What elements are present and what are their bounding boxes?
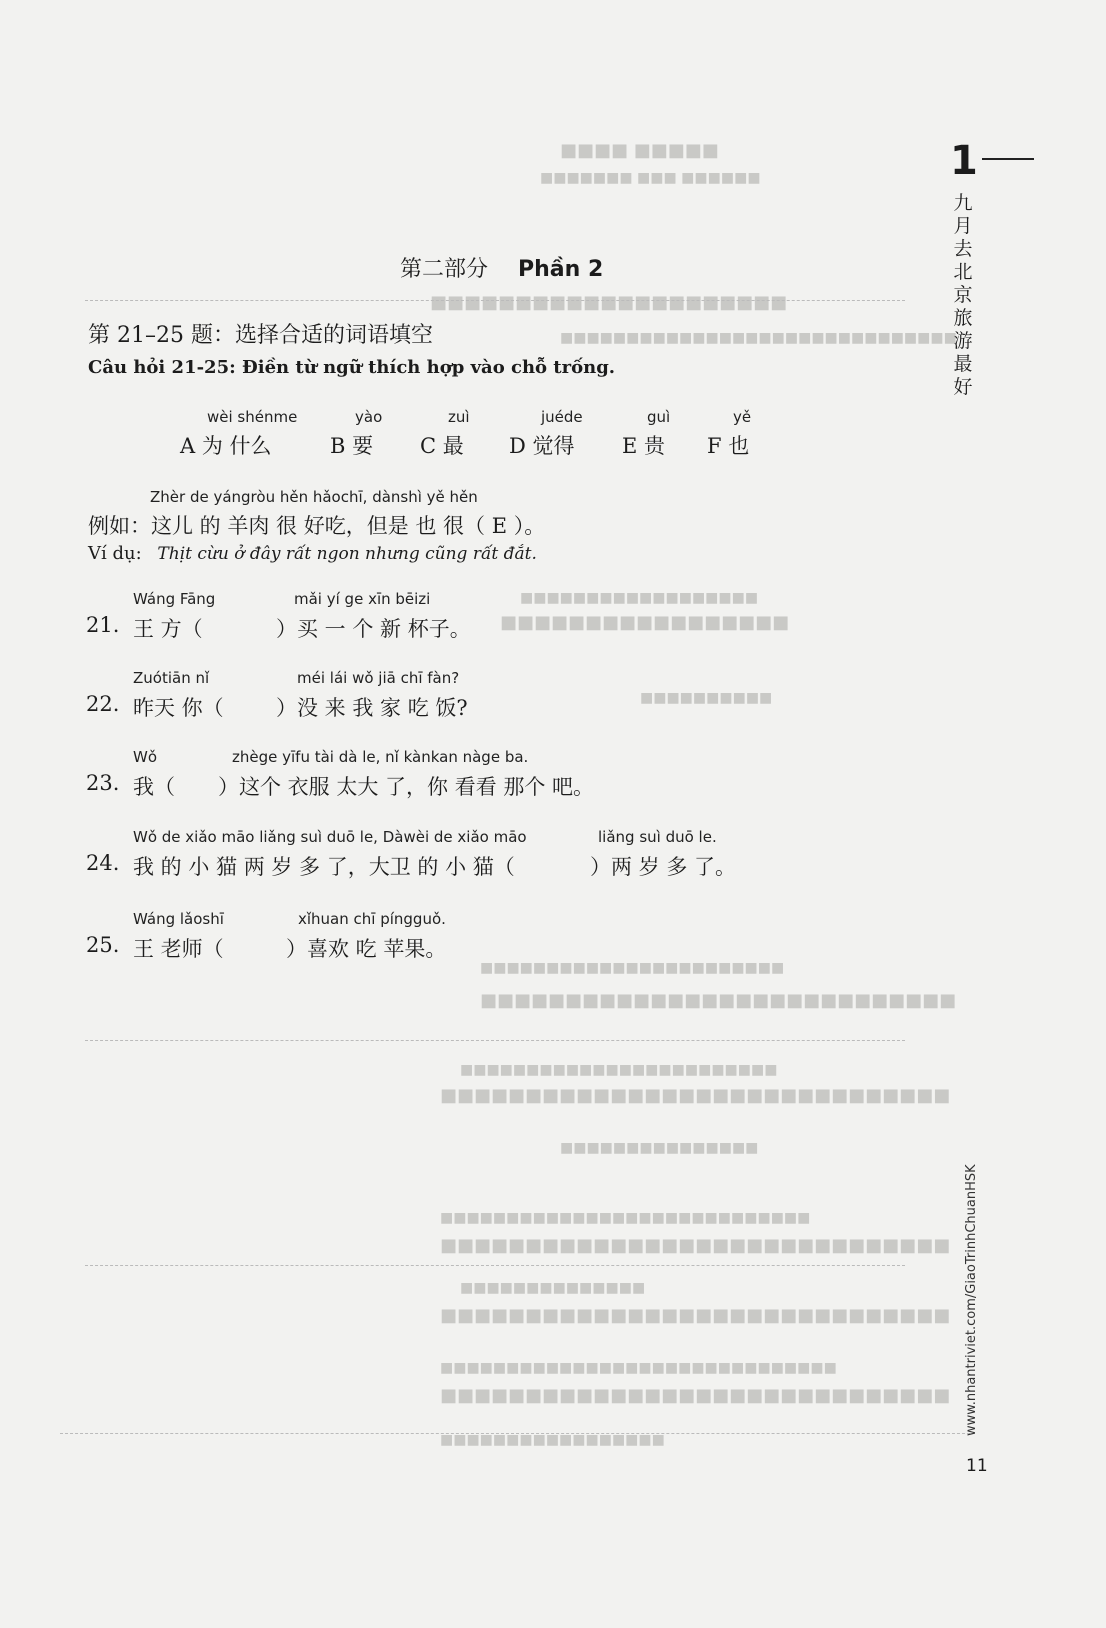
- option-b: [330, 430, 373, 460]
- section-title-vn: Phần 2: [518, 257, 604, 282]
- example-translation: Thịt cừu ở đây rất ngon nhưng cũng rất đắt.: [157, 544, 537, 564]
- option-pinyin: juéde: [541, 408, 583, 426]
- chapter-title-char: 旅: [953, 307, 973, 329]
- option-letter: D: [509, 434, 526, 458]
- example-line: [88, 510, 545, 540]
- question-pinyin: xǐhuan chī píngguǒ.: [298, 910, 446, 928]
- option-word: 也: [728, 434, 750, 458]
- option-word: 觉得: [532, 434, 575, 458]
- question-pinyin: Wáng lǎoshī: [133, 910, 224, 928]
- question-pinyin: Wáng Fāng: [133, 590, 216, 608]
- option-letter: C: [420, 434, 437, 458]
- chapter-title-char: 最: [953, 353, 973, 375]
- chapter-title-char: 去: [953, 238, 973, 260]
- chapter-title-vertical: [952, 192, 974, 399]
- option-word: 最: [442, 434, 464, 458]
- chapter-title-char: 京: [953, 284, 973, 306]
- question-pinyin: Wǒ: [133, 748, 158, 766]
- page-number: 11: [966, 1456, 988, 1476]
- question-number: 22.: [86, 692, 120, 716]
- example-label-cn: 例如：: [88, 514, 151, 538]
- question-number: 21.: [86, 613, 120, 637]
- option-a: [180, 430, 272, 460]
- option-c: [420, 430, 464, 460]
- chapter-title-char: 好: [953, 376, 973, 398]
- chapter-rule: [982, 158, 1034, 160]
- chapter-title-char: 北: [953, 261, 973, 283]
- question-text: ）没 来 我 家 吃 饭?: [276, 696, 468, 720]
- chapter-number: 1: [950, 138, 978, 184]
- example-pinyin: Zhèr de yángròu hěn hǎochī, dànshì yě hěn: [150, 488, 478, 506]
- question-text: 我（: [133, 775, 175, 799]
- question-number: 24.: [86, 851, 120, 875]
- chapter-title-char: 九: [953, 192, 973, 214]
- question-pinyin: méi lái wǒ jiā chī fàn?: [297, 669, 460, 687]
- question-text: ）两 岁 多 了。: [590, 855, 737, 879]
- question-pinyin: liǎng suì duō le.: [598, 828, 717, 846]
- option-word: 要: [352, 434, 374, 458]
- question-pinyin: Wǒ de xiǎo māo liǎng suì duō le, Dàwèi de xiǎo māo: [133, 828, 527, 846]
- question-text: ）喜欢 吃 苹果。: [286, 937, 447, 961]
- chapter-title-char: 月: [953, 215, 973, 237]
- option-d: [509, 430, 575, 460]
- question-pinyin: zhège yīfu tài dà le, nǐ kànkan nàge ba.: [232, 748, 529, 766]
- instructions-cn: 第 21–25 题：选择合适的词语填空: [88, 323, 433, 348]
- option-f: [707, 430, 749, 460]
- question-pinyin: mǎi yí ge xīn bēizi: [294, 590, 431, 608]
- chapter-title-char: 游: [953, 330, 973, 352]
- question-text: 王 老师（: [133, 937, 224, 961]
- section-title-cn: 第二部分: [400, 257, 489, 282]
- question-pinyin: Zuótiān nǐ: [133, 669, 210, 687]
- question-text: 昨天 你（: [133, 696, 224, 720]
- question-number: 25.: [86, 933, 120, 957]
- section-title: [400, 252, 603, 283]
- website-url: www.nhantriviet.com/GiaoTrinhChuanHSK: [964, 1164, 979, 1436]
- option-letter: A: [180, 434, 196, 458]
- question-text: 王 方（: [133, 617, 203, 641]
- option-pinyin: wèi shénme: [207, 408, 298, 426]
- option-pinyin: zuì: [448, 408, 470, 426]
- instructions-vn: Câu hỏi 21-25: Điền từ ngữ thích hợp vào chỗ trống.: [88, 357, 616, 378]
- question-text: 我 的 小 猫 两 岁 多 了，大卫 的 小 猫（: [133, 855, 515, 879]
- question-number: 23.: [86, 771, 120, 795]
- option-word: 贵: [644, 434, 666, 458]
- question-text: ）买 一 个 新 杯子。: [276, 617, 471, 641]
- option-letter: E: [622, 434, 638, 458]
- option-pinyin: yào: [355, 408, 383, 426]
- example-translation-line: [88, 543, 537, 564]
- option-pinyin: guì: [647, 408, 671, 426]
- example-sentence: 这儿 的 羊肉 很 好吃，但是 也 很（ E ）。: [151, 514, 546, 538]
- option-pinyin: yě: [733, 408, 752, 426]
- example-label-vn: Ví dụ:: [88, 543, 142, 564]
- question-text: ）这个 衣服 太大 了，你 看看 那个 吧。: [218, 775, 595, 799]
- option-e: [622, 430, 665, 460]
- option-word: 为 什么: [201, 434, 272, 458]
- option-letter: F: [707, 434, 722, 458]
- option-letter: B: [330, 434, 346, 458]
